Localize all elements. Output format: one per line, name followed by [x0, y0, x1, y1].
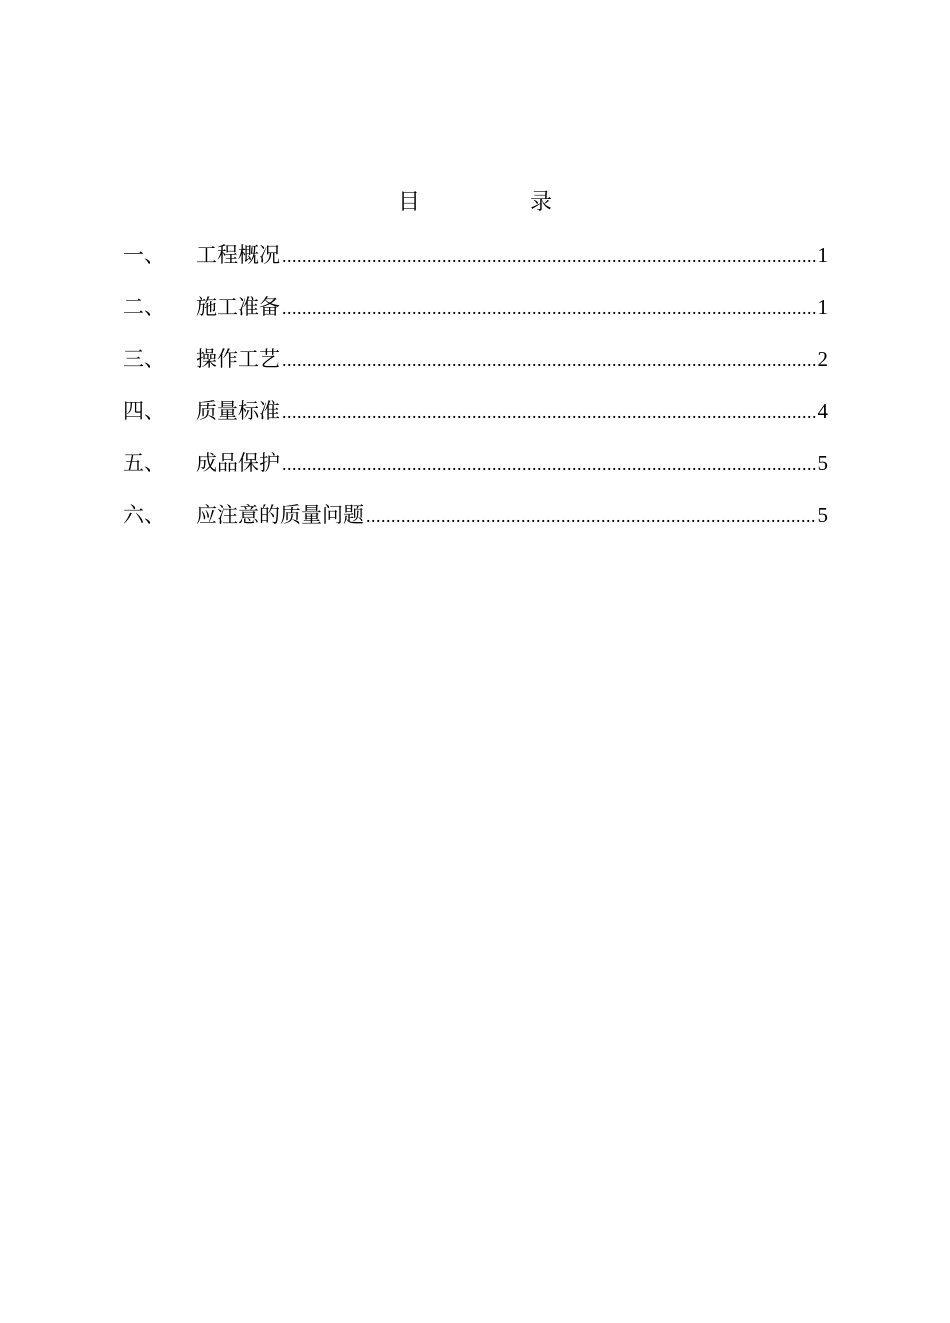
- toc-dot-leader: [282, 240, 816, 272]
- toc-entry-number: 六、: [123, 503, 165, 527]
- toc-entry-page: 5: [817, 503, 828, 527]
- toc-list: [123, 239, 828, 551]
- toc-title-char-1: 目: [398, 190, 421, 215]
- toc-entry-page: 1: [817, 243, 828, 267]
- toc-entry-2[interactable]: [123, 291, 828, 343]
- toc-entry-1[interactable]: [123, 239, 828, 291]
- toc-entry-number: 五、: [123, 451, 165, 475]
- toc-entry-page: 1: [817, 295, 828, 319]
- toc-entry-label: 施工准备: [196, 295, 280, 319]
- toc-entry-5[interactable]: [123, 447, 828, 499]
- toc-dot-leader: [282, 344, 816, 376]
- toc-entry-3[interactable]: [123, 343, 828, 395]
- toc-entry-page: 2: [817, 347, 828, 371]
- toc-entry-page: 5: [817, 451, 828, 475]
- toc-entry-label: 应注意的质量问题: [196, 503, 364, 527]
- toc-dot-leader: [282, 448, 816, 480]
- toc-dot-leader: [282, 396, 816, 428]
- toc-entry-label: 工程概况: [196, 243, 280, 267]
- toc-entry-label: 质量标准: [196, 399, 280, 423]
- toc-dot-leader: [366, 500, 816, 532]
- toc-entry-6[interactable]: [123, 499, 828, 551]
- toc-entry-number: 一、: [123, 243, 165, 267]
- toc-title-char-2: 录: [530, 190, 553, 215]
- toc-entry-page: 4: [817, 399, 828, 423]
- toc-entry-number: 三、: [123, 347, 165, 371]
- toc-entry-number: 四、: [123, 399, 165, 423]
- toc-title: [0, 188, 950, 218]
- toc-entry-label: 操作工艺: [196, 347, 280, 371]
- toc-entry-label: 成品保护: [196, 451, 280, 475]
- toc-entry-4[interactable]: [123, 395, 828, 447]
- toc-dot-leader: [282, 292, 816, 324]
- toc-entry-number: 二、: [123, 295, 165, 319]
